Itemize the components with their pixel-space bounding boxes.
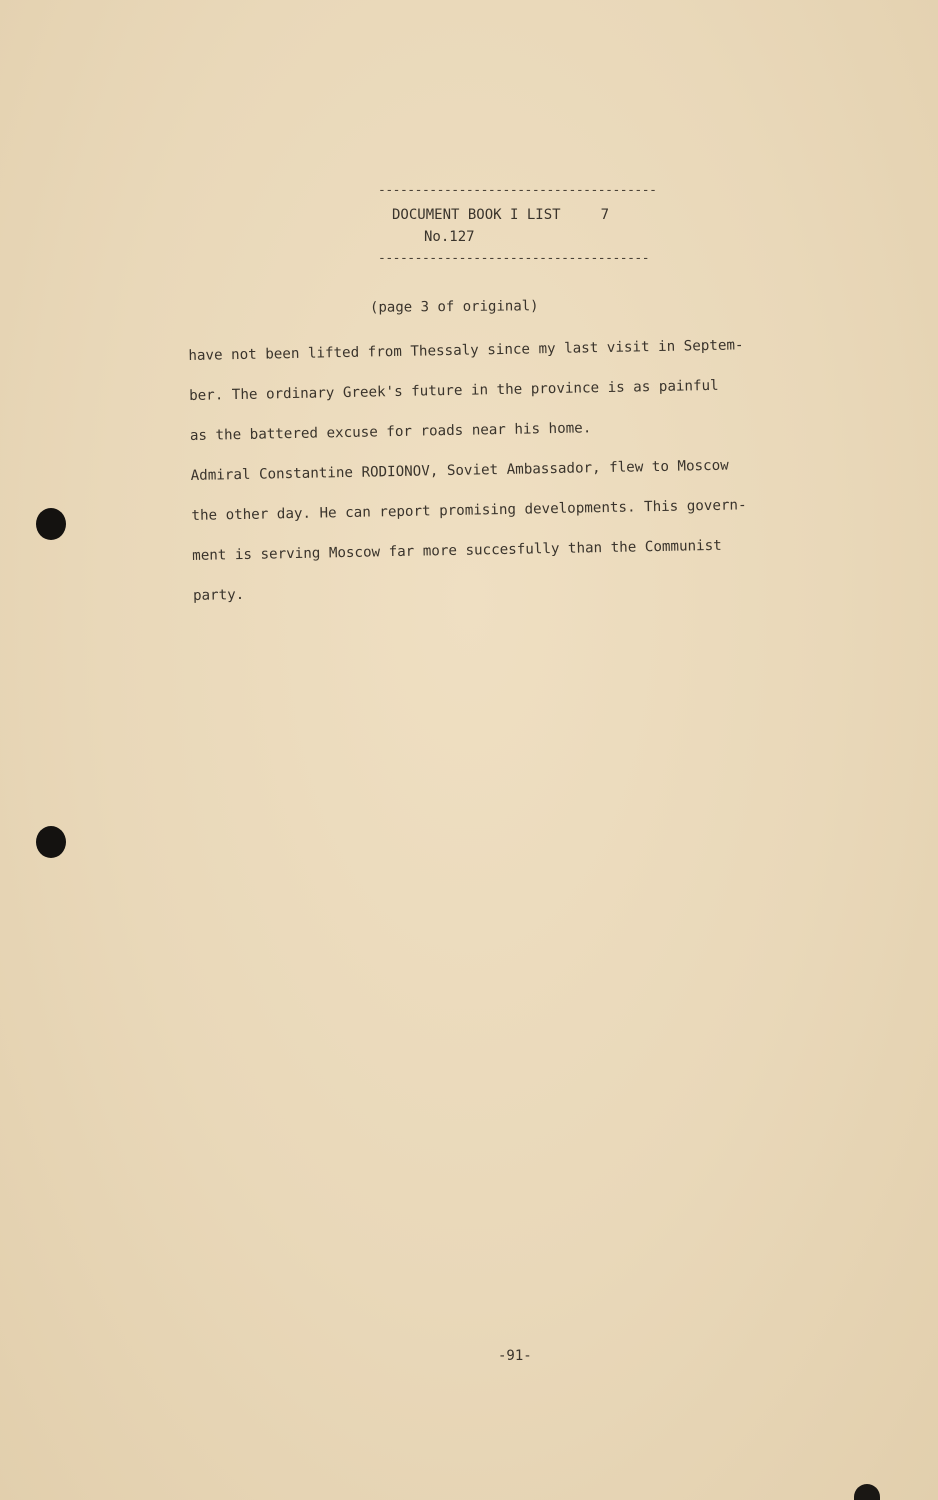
body-line: the other day. He can report promising developments. This govern- — [191, 497, 747, 524]
header-title-line — [392, 206, 678, 224]
page-reference: (page 3 of original) — [369, 298, 539, 316]
body-line: party. — [192, 586, 245, 604]
page-number: -91- — [498, 1348, 532, 1364]
body-line: Admiral Constantine RODIONOV, Soviet Ambassador, flew to Moscow — [190, 457, 729, 484]
body-line: have not been lifted from Thessaly since my last visit in Septem- — [188, 337, 744, 364]
punch-hole — [36, 826, 66, 858]
header-title-suffix: 7 — [600, 207, 610, 223]
punch-hole — [36, 508, 66, 540]
body-line: as the battered excuse for roads near his home. — [189, 420, 592, 444]
document-number: No.127 — [424, 229, 475, 245]
body-line: ber. The ordinary Greek's future in the province is as painful — [188, 377, 719, 404]
body-line: ment is serving Moscow far more succesfully than the Communist — [192, 537, 722, 564]
header-rule-bottom: ------------------------------------- — [378, 252, 650, 266]
header-title: DOCUMENT BOOK I LIST — [392, 207, 561, 223]
corner-mark — [854, 1484, 880, 1500]
document-header — [378, 184, 678, 266]
body-text — [188, 324, 833, 616]
header-rule-top: -------------------------------------- — [378, 184, 657, 198]
